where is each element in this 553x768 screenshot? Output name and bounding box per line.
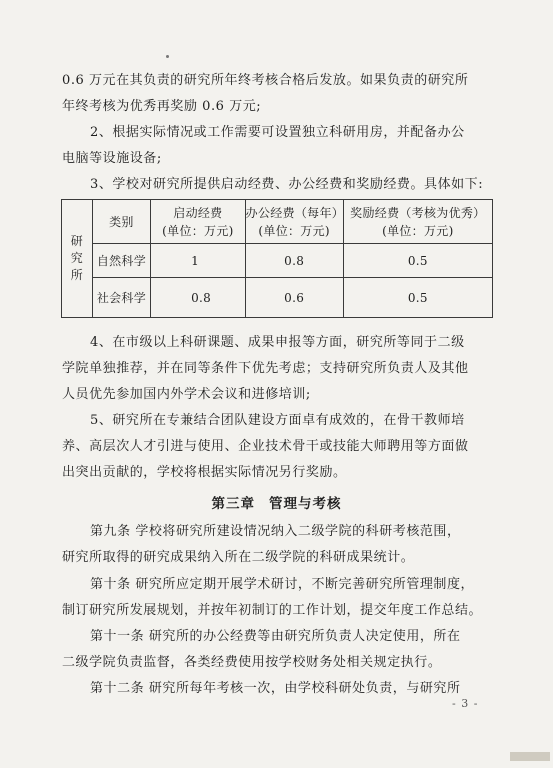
text-line-17: 二级学院负责监督，各类经费使用按学校财务处相关规定执行。 — [62, 655, 442, 670]
text-line-7: 学院单独推荐，并在同等条件下优先考虑；支持研究所负责人及其他 — [62, 361, 469, 376]
table-header-reward: 奖励经费（考核为优秀） (单位：万元) — [343, 200, 492, 244]
chapter-number: 第三章 — [211, 496, 255, 512]
table-group-label: 研 究 所 — [62, 200, 93, 318]
table-cell-category: 自然科学 — [92, 244, 150, 278]
funding-table — [61, 199, 493, 318]
table-cell-category: 社会科学 — [92, 278, 150, 318]
table-row — [62, 244, 493, 278]
text-line-14: 第十条 研究所应定期开展学术研讨，不断完善研究所管理制度， — [90, 577, 475, 592]
text-line-2: 年终考核为优秀再奖励 0.6 万元; — [62, 99, 262, 114]
chapter-title: 管理与考核 — [269, 496, 342, 512]
scan-speck — [166, 55, 169, 58]
table-header-category: 类别 — [92, 200, 150, 244]
table-cell: 0.8 — [151, 278, 246, 318]
table-row — [62, 278, 493, 318]
table-cell: 0.8 — [245, 244, 343, 278]
table-header-office: 办公经费（每年） (单位：万元) — [245, 200, 343, 244]
text-line-8: 人员优先参加国内外学术会议和进修培训; — [62, 387, 311, 402]
page-number: - 3 - — [452, 697, 479, 710]
chapter-heading — [0, 495, 553, 513]
scan-watermark — [510, 752, 550, 761]
table-header-startup: 启动经费 (单位：万元) — [151, 200, 246, 244]
table-cell: 0.6 — [245, 278, 343, 318]
text-line-13: 研究所取得的研究成果纳入所在二级学院的科研成果统计。 — [62, 550, 415, 565]
text-line-18: 第十二条 研究所每年考核一次，由学校科研处负责，与研究所 — [90, 681, 461, 696]
table-cell: 1 — [151, 244, 246, 278]
table-cell: 0.5 — [343, 244, 492, 278]
text-line-3: 2、根据实际情况或工作需要可设置独立科研用房，并配备办公 — [90, 125, 465, 140]
text-line-4: 电脑等设施设备; — [62, 151, 162, 166]
text-line-5: 3、学校对研究所提供启动经费、办公经费和奖励经费。具体如下: — [90, 177, 484, 192]
table-cell: 0.5 — [343, 278, 492, 318]
text-line-9: 5、研究所在专兼结合团队建设方面卓有成效的，在骨干教师培 — [90, 413, 465, 428]
text-line-1: 0.6 万元在其负责的研究所年终考核合格后发放。如果负责的研究所 — [62, 73, 469, 88]
text-line-16: 第十一条 研究所的办公经费等由研究所负责人决定使用，所在 — [90, 629, 461, 644]
text-line-12: 第九条 学校将研究所建设情况纳入二级学院的科研考核范围， — [90, 524, 461, 539]
text-line-11: 出突出贡献的，学校将根据实际情况另行奖励。 — [62, 465, 347, 480]
text-line-10: 养、高层次人才引进与使用、企业技术骨干或技能大师聘用等方面做 — [62, 439, 469, 454]
text-line-6: 4、在市级以上科研课题、成果申报等方面，研究所等同于二级 — [90, 335, 465, 350]
text-line-15: 制订研究所发展规划，并按年初制订的工作计划，提交年度工作总结。 — [62, 603, 483, 618]
